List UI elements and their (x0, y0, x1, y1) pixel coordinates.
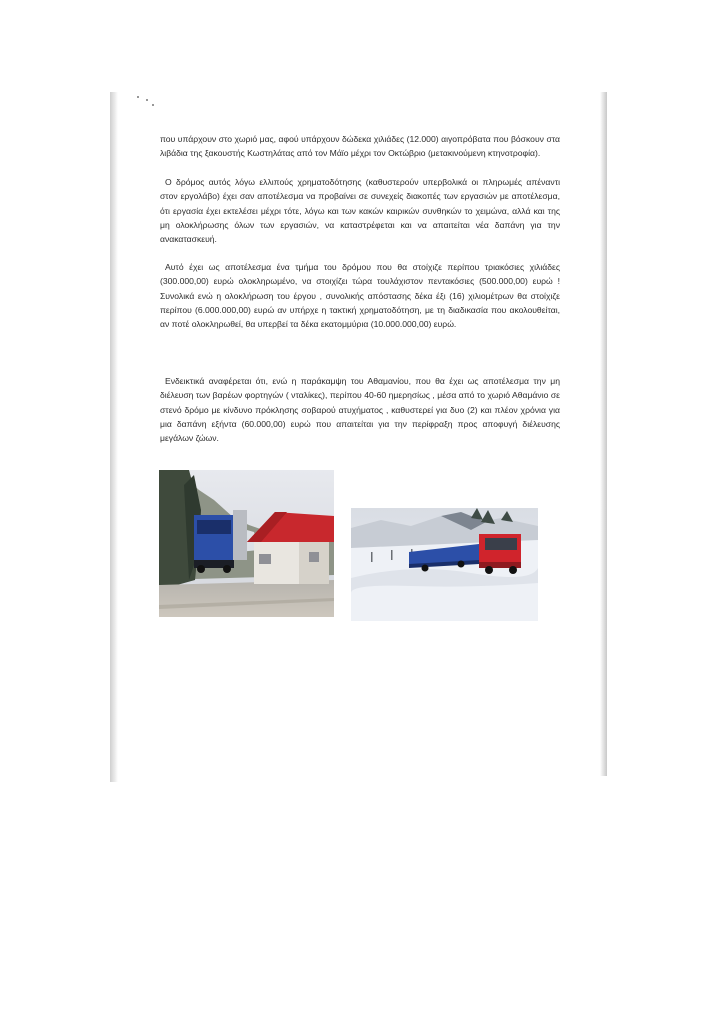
truck-near-house-image (159, 470, 334, 617)
truck-in-snow-image (351, 508, 538, 621)
paragraph-4: Ενδεικτικά αναφέρεται ότι, ενώ η παράκαμψη του Αθαμανίου, που θα έχει ως αποτέλεσμα την μη διέλευση των βαρέων φορτηγών ( νταλίκες), περίπου 40-60 ημερησίως , μέσα από το χωριό Αθαμάνιο σε στενό δρόμο με κίνδυνο πρόκλησης σοβαρού ατυχήματος , καθυστερεί για δυο (2) και πλέον χρόνια για μια δαπάνη εξήντα (60.000,00) ευρώ που απαιτείται για την περίφραξη προς αποφυγή διέλευσης μεγάλων ζώων. (160, 376, 560, 444)
paragraph-1: που υπάρχουν στο χωριό μας, αφού υπάρχουν δώδεκα χιλιάδες (12.000) αιγοπρόβατα που βόσκουν στα λιβάδια της ξακουστής Κωστηλάτας από τον Μάϊο μέχρι τον Οκτώβριο (μετακινούμενη κτηνοτροφία). (160, 134, 560, 159)
paragraph-3: Αυτό έχει ως αποτέλεσμα ένα τμήμα του δρόμου που θα στοίχιζε περίπου τριακόσιες χιλιάδες (300.000,00) ευρώ ολοκληρωμένο, να στοιχίζει τώρα τουλάχιστον πεντακόσιες (500.000,00) ευρώ ! Συνολικά ενώ η ολοκλήρωση του έργου , συνολικής απόστασης δέκα έξι (16) χιλιομέτρων θα στοίχιζε περίπου (6.000.000,00) ευρώ αν υπήρχε η τακτική χρηματοδότηση, με τη διαδικασία που ακολουθείται, αν ποτέ ολοκληρωθεί, θα υπερβεί τα δέκα εκατομμύρια (10.000.000,00) ευρώ. (160, 262, 560, 330)
scan-speck (137, 96, 139, 98)
photo-truck-in-snow (351, 508, 538, 621)
scan-edge-right (600, 92, 607, 776)
scan-speck (146, 99, 148, 101)
scan-edge-left (110, 92, 118, 782)
photo-truck-near-house (159, 470, 334, 617)
scan-speck (152, 104, 154, 106)
paragraph-2: Ο δρόμος αυτός λόγω ελλιπούς χρηματοδότησης (καθυστερούν υπερβολικά οι πληρωμές απέναντι στον εργολάβο) έχει σαν αποτέλεσμα να προβαίνει σε συνεχείς διακοπές των εργασιών με αποτέλεσμα, ότι εργασία έχει εκτελέσει μέχρι τότε, λόγω και των κακών καιρικών συνθηκών το χειμώνα, αλλά και της μη ολοκλήρωσης όλων των εργασιών, να καταστρέφεται και να απαιτείται νέα δαπάνη για την ανακατασκευή. (160, 177, 560, 245)
